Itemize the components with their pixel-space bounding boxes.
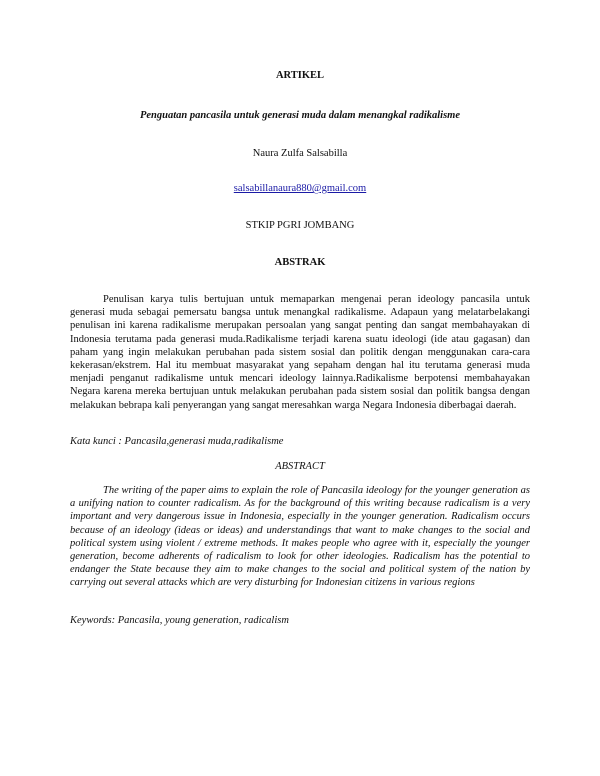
paper-title: Penguatan pancasila untuk generasi muda dalam menangkal radikalisme: [139, 110, 460, 121]
abstrak-keywords: Kata kunci : Pancasila,generasi muda,radikalisme: [70, 436, 284, 447]
section-label: ARTIKEL: [275, 70, 325, 81]
email-line: [0, 182, 600, 195]
author-email-link[interactable]: salsabillanaura880@gmail.com: [233, 183, 367, 194]
abstract-keywords: Keywords: Pancasila, young generation, radicalism: [70, 615, 289, 626]
abstrak-heading: ABSTRAK: [274, 257, 326, 268]
abstrak-body: Penulisan karya tulis bertujuan untuk memaparkan mengenai peran ideology pancasila untuk generasi muda sebagai pemersatu bangsa untuk menangkal radikalisme. Adapaun yang melatarbelakangi penulisan ini karena radikalisme merupakan persoalan yang sangat penting dan sangat membahayakan di Indonesia terutama pada generasi muda.Radikalisme terjadi karena suatu ideologi (ide atau gagasan) dan paham yang ingin melakukan perubahan pada sistem sosial dan politik dengan menggunakan cara-cara kekerasan/ekstrem. Hal itu membuat masyarakat yang sepaham dengan hal itu terutama generasi muda menjadi penganut radikalisme untuk mencari ideology lainnya.Radikalisme berpotensi membahayakan Negara karena mereka bertujuan untuk melakukan perubahan pada sistem sosial dan politik bangsa dengan melakukan bebrapa kali penyerangan yang sangat meresahkan warga Negara Indonesia diberbagai daerah.: [70, 294, 530, 411]
institution: STKIP PGRI JOMBANG: [245, 220, 355, 231]
abstract-heading: ABSTRACT: [275, 461, 325, 472]
abstract-body: The writing of the paper aims to explain the role of Pancasila ideology for the younger generation as a unifying nation to counter radicalism. As for the background of this writing because radicalism is a very important and very dangerous issue in Indonesia, especially in the younger generation. Radicalism occurs because of an ideology (ideas or ideas) and understandings that want to make changes to the social and political system using violent / extreme methods. It makes people who agree with it, especially the younger generation, become adherents of radicalism to look for other ideologies. Radicalism has the potential to endanger the State because they aim to make changes to the social and political system of the nation by carrying out several attacks which are very disturbing for Indonesian citizens in various regions: [70, 485, 530, 589]
author-name: Naura Zulfa Salsabilla: [252, 148, 348, 159]
